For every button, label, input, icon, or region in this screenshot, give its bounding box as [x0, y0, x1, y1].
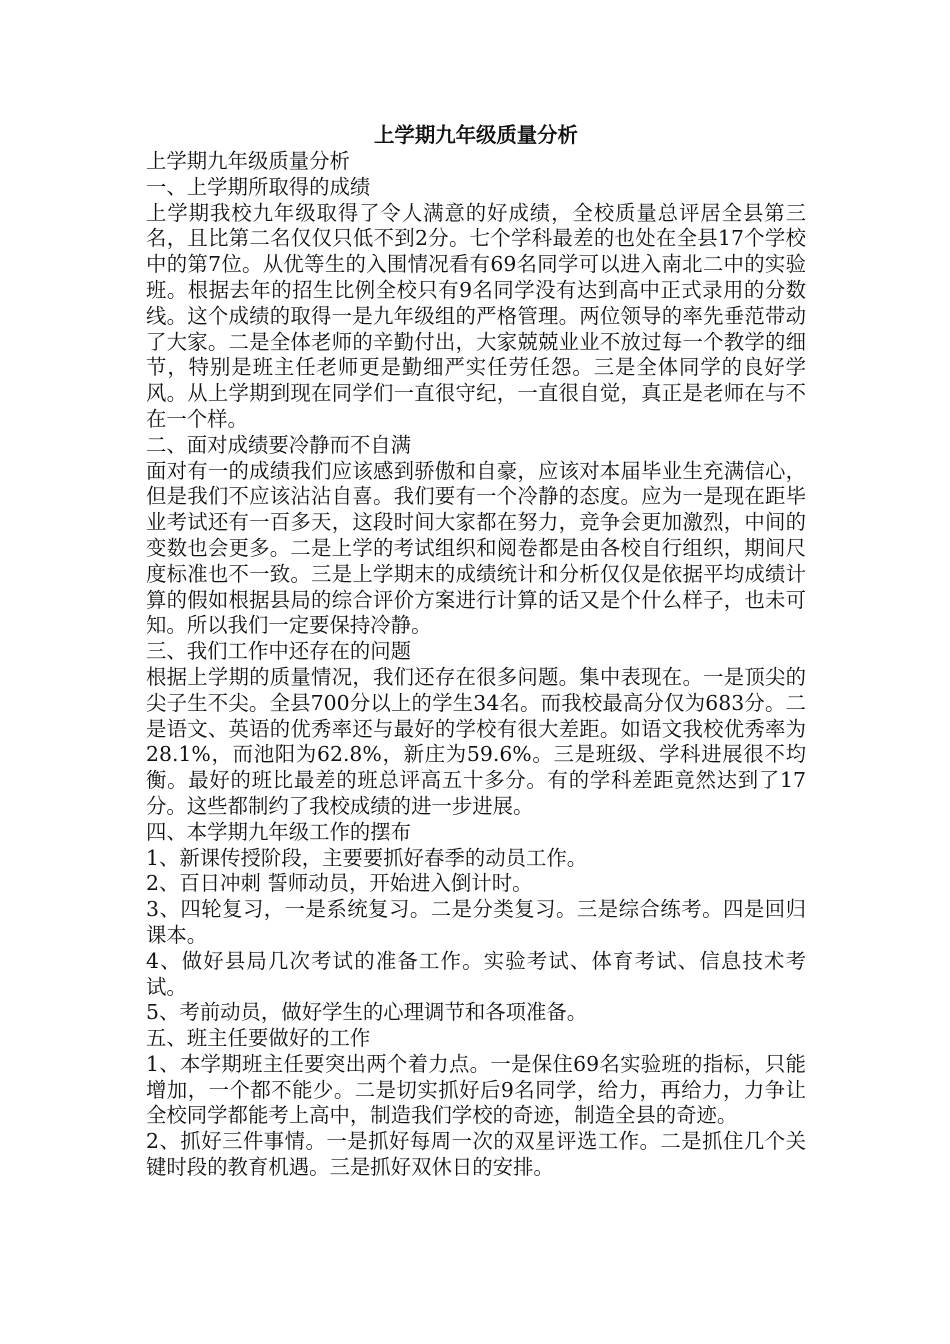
document-title: 上学期九年级质量分析: [374, 123, 578, 147]
section-paragraph-3: 根据上学期的质量情况，我们还存在很多问题。集中表现在。一是顶尖的尖子生不尖。全县700分以上的学生34名。而我校最高分仅为683分。二是语文、英语的优秀率还与最好的学校有很大差距。如语文我校优秀率为28.1%，而池阳为62.8%，新庄为59.6%。三是班级、学科进展很不均衡。最好的班比最差的班总评高五十多分。有的学科差距竟然达到了17分。这些都制约了我校成绩的进一步进展。: [146, 664, 806, 818]
section-heading-5: 五、班主任要做好的工作: [146, 1026, 371, 1051]
list-item: 1、新课传授阶段，主要要抓好春季的动员工作。: [146, 845, 588, 870]
section-heading-1: 一、上学期所取得的成绩: [146, 174, 371, 199]
list-item: 3、四轮复习，一是系统复习。二是分类复习。三是综合练考。四是回归课本。: [146, 897, 806, 947]
list-item: 2、百日冲刺 誓师动员，开始进入倒计时。: [146, 871, 533, 896]
section-heading-4: 四、本学期九年级工作的摆布: [146, 819, 412, 844]
list-item: 1、本学期班主任要突出两个着力点。一是保住69名实验班的指标，只能增加，一个都不能少。二是切实抓好后9名同学，给力，再给力，力争让全校同学都能考上高中，制造我们学校的奇迹，制造全县的奇迹。: [146, 1051, 806, 1128]
document-body: [146, 122, 806, 1181]
section-heading-3: 三、我们工作中还存在的问题: [146, 639, 412, 664]
list-item: 2、抓好三件事情。一是抓好每周一次的双星评选工作。二是抓住几个关键时段的教育机遇。三是抓好双休日的安排。: [146, 1129, 806, 1180]
subtitle-line: 上学期九年级质量分析: [146, 149, 350, 173]
list-item: 4、做好县局几次考试的准备工作。实验考试、体育考试、信息技术考试。: [146, 948, 806, 999]
list-item: 5、考前动员，做好学生的心理调节和各项准备。: [146, 1000, 588, 1025]
section-paragraph-1: 上学期我校九年级取得了令人满意的好成绩，全校质量总评居全县第三名，且比第二名仅仅只低不到2分。七个学科最差的也处在全县17个学校中的第7位。从优等生的入围情况看有69名同学可以进入南北二中的实验班。根据去年的招生比例全校只有9名同学没有达到高中正式录用的分数线。这个成绩的取得一是九年级组的严格管理。两位领导的率先垂范带动了大家。二是全体老师的辛勤付出，大家兢兢业业不放过每一个教学的细节，特别是班主任老师更是勤细严实任劳任怨。三是全体同学的良好学风。从上学期到现在同学们一直很守纪，一直很自觉，真正是老师在与不在一个样。: [146, 200, 806, 431]
section-heading-2: 二、面对成绩要冷静而不自满: [146, 432, 412, 457]
section-paragraph-2: 面对有一的成绩我们应该感到骄傲和自豪，应该对本届毕业生充满信心，但是我们不应该沾沾自喜。我们要有一个冷静的态度。应为一是现在距毕业考试还有一百多天，这段时间大家都在努力，竞争会更加激烈，中间的变数也会更多。二是上学的考试组织和阅卷都是由各校自行组织，期间尺度标准也不一致。三是上学期末的成绩统计和分析仅仅是依据平均成绩计算的假如根据县局的综合评价方案进行计算的话又是个什么样子，也未可知。所以我们一定要保持冷静。: [146, 458, 806, 638]
